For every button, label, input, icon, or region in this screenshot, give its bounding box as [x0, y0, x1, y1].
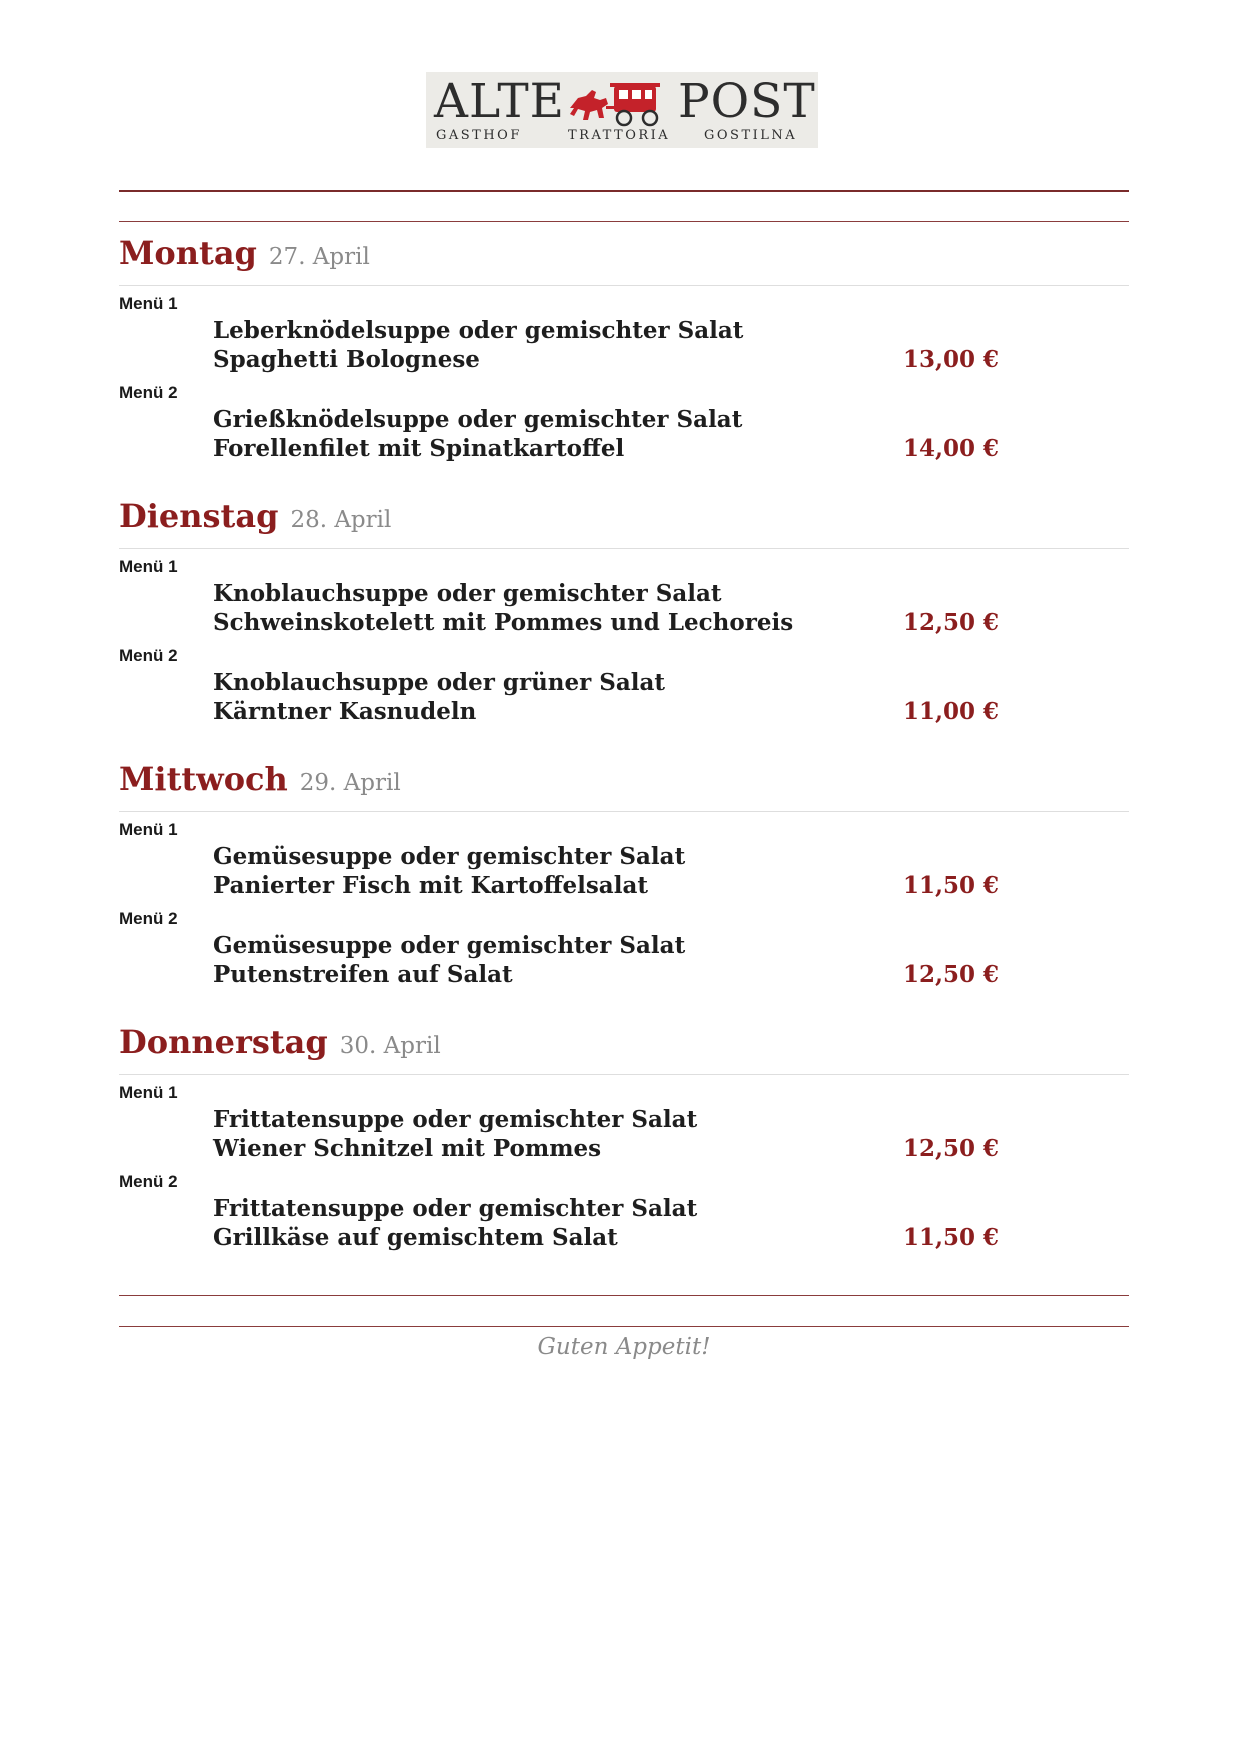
footer-greeting: Guten Appetit! — [537, 1334, 711, 1360]
menu-label: Menü 2 — [119, 1172, 178, 1191]
day-name: Dienstag — [119, 497, 279, 535]
logo-subtitle-gasthof: GASTHOF — [436, 128, 522, 143]
day-heading-mittwoch — [119, 760, 401, 798]
menu-starter: Knoblauchsuppe oder gemischter Salat — [213, 580, 722, 607]
menu-price: 12,50 € — [902, 1135, 999, 1162]
menu-main: Forellenfilet mit Spinatkartoffel — [213, 435, 625, 462]
day-heading-montag — [119, 234, 370, 272]
day-date: 29. April — [299, 770, 401, 796]
menu-label: Menü 1 — [119, 294, 178, 313]
day-date: 28. April — [290, 507, 392, 533]
day-name: Mittwoch — [119, 760, 288, 798]
restaurant-logo — [426, 72, 818, 148]
day-date: 30. April — [339, 1033, 441, 1059]
menu-price: 11,50 € — [902, 872, 999, 899]
menu-starter: Grießknödelsuppe oder gemischter Salat — [213, 406, 743, 433]
footer-rule-bottom — [119, 1326, 1129, 1327]
logo-subtitle-gostilna: GOSTILNA — [704, 128, 798, 143]
menu-starter: Leberknödelsuppe oder gemischter Salat — [213, 317, 744, 344]
day-heading-donnerstag — [119, 1023, 441, 1061]
menu-price: 13,00 € — [902, 346, 999, 373]
stagecoach-icon — [566, 78, 678, 128]
day-divider — [119, 811, 1129, 812]
day-divider — [119, 1074, 1129, 1075]
menu-main: Grillkäse auf gemischtem Salat — [213, 1224, 618, 1251]
day-name: Montag — [119, 234, 257, 272]
logo-word-left: ALTE — [434, 74, 565, 129]
day-divider — [119, 548, 1129, 549]
day-name: Donnerstag — [119, 1023, 328, 1061]
logo-word-right: POST — [678, 74, 816, 129]
menu-starter: Knoblauchsuppe oder grüner Salat — [213, 669, 666, 696]
menu-starter: Gemüsesuppe oder gemischter Salat — [213, 843, 686, 870]
menu-price: 12,50 € — [902, 609, 999, 636]
header-rule-bottom — [119, 221, 1129, 222]
day-heading-dienstag — [119, 497, 391, 535]
footer-rule-top — [119, 1295, 1129, 1296]
logo-subtitle-trattoria: TRATTORIA — [568, 128, 671, 143]
menu-starter: Frittatensuppe oder gemischter Salat — [213, 1106, 698, 1133]
menu-price: 11,50 € — [902, 1224, 999, 1251]
header-rule-top — [119, 190, 1129, 192]
menu-label: Menü 1 — [119, 1083, 178, 1102]
menu-label: Menü 2 — [119, 646, 178, 665]
menu-label: Menü 1 — [119, 557, 178, 576]
menu-main: Spaghetti Bolognese — [213, 346, 480, 373]
menu-main: Schweinskotelett mit Pommes und Lechoreis — [213, 609, 794, 636]
day-date: 27. April — [268, 244, 370, 270]
menu-main: Wiener Schnitzel mit Pommes — [213, 1135, 602, 1162]
menu-price: 11,00 € — [902, 698, 999, 725]
menu-label: Menü 1 — [119, 820, 178, 839]
menu-label: Menü 2 — [119, 909, 178, 928]
day-divider — [119, 285, 1129, 286]
menu-price: 12,50 € — [902, 961, 999, 988]
menu-label: Menü 2 — [119, 383, 178, 402]
menu-starter: Gemüsesuppe oder gemischter Salat — [213, 932, 686, 959]
menu-main: Kärntner Kasnudeln — [213, 698, 477, 725]
menu-starter: Frittatensuppe oder gemischter Salat — [213, 1195, 698, 1222]
menu-main: Panierter Fisch mit Kartoffelsalat — [213, 872, 648, 899]
menu-price: 14,00 € — [902, 435, 999, 462]
menu-main: Putenstreifen auf Salat — [213, 961, 513, 988]
